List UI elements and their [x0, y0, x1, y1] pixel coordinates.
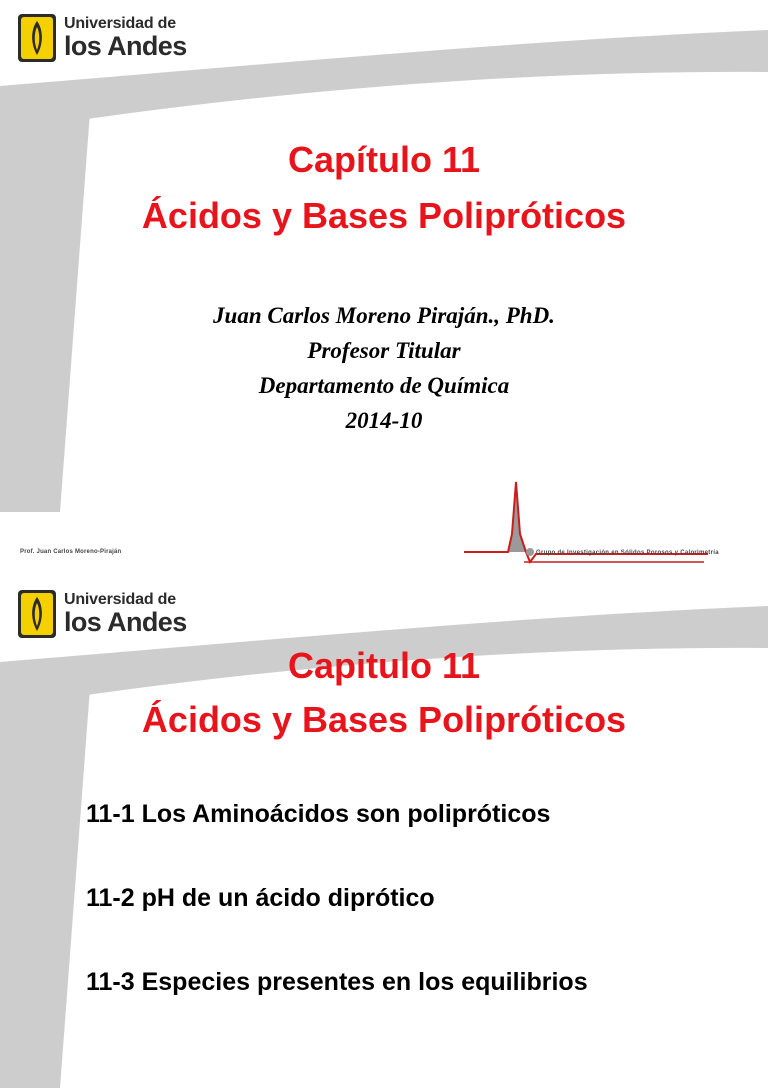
gray-swoosh-decoration — [0, 0, 768, 512]
topic-item: 11-2 pH de un ácido diprótico — [86, 884, 435, 912]
topic-item: 11-1 Los Aminoácidos son polipróticos — [86, 800, 551, 828]
university-logo — [17, 588, 187, 640]
university-shield-icon — [17, 589, 57, 639]
author-department: Departamento de Química — [258, 373, 510, 398]
author-position: Profesor Titular — [307, 338, 461, 363]
semester: 2014-10 — [345, 408, 423, 433]
logo-line2: los Andes — [64, 31, 187, 61]
author-name: Juan Carlos Moreno Piraján., PhD. — [213, 303, 555, 328]
university-logo — [17, 12, 187, 64]
chapter-title: Capitulo 11 — [287, 645, 481, 686]
footer-author: Prof. Juan Carlos Moreno-Piraján — [20, 549, 122, 555]
chapter-title: Capítulo 11 — [287, 139, 481, 180]
logo-line2: los Andes — [64, 607, 187, 637]
logo-line1: Universidad de — [64, 15, 176, 32]
logo-line1: Universidad de — [64, 591, 176, 608]
chapter-subtitle: Ácidos y Bases Polipróticos — [141, 195, 627, 236]
footer-research-group: Grupo de Investigación en Sólidos Porosos y Calorimetría — [536, 550, 719, 556]
university-shield-icon — [17, 13, 57, 63]
slide-2 — [0, 576, 768, 1024]
topic-item: 11-3 Especies presentes en los equilibrios — [86, 968, 588, 996]
chapter-subtitle: Ácidos y Bases Polipróticos — [141, 699, 627, 740]
